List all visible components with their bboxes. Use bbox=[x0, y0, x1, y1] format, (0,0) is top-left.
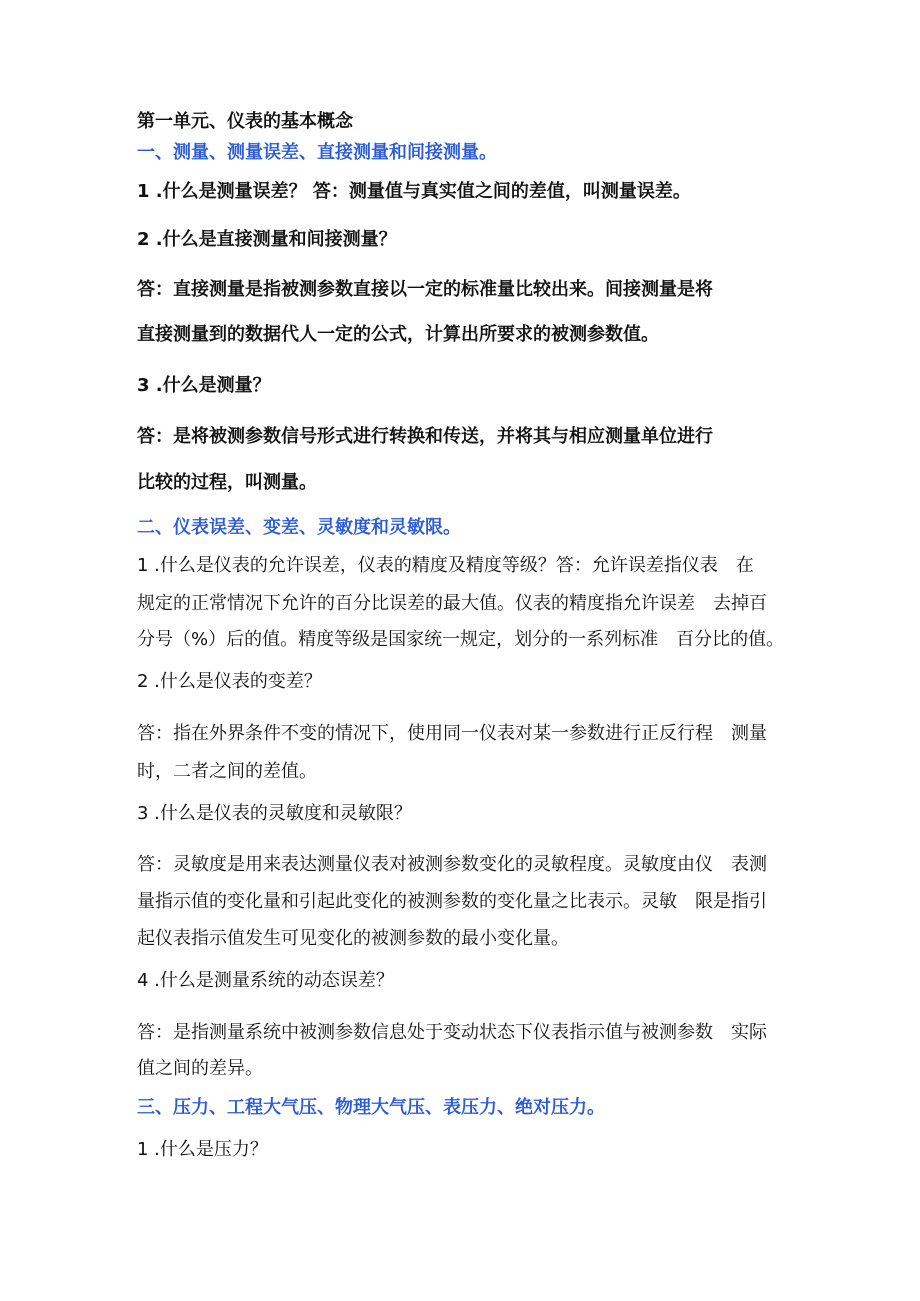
paragraph-line: 3 .什么是测量？ bbox=[137, 375, 271, 396]
page-title: 第一单元、仪表的基本概念 bbox=[137, 111, 353, 132]
paragraph-line: 规定的正常情况下允许的百分比误差的最大值。仪表的精度指允许误差 去掉百 bbox=[137, 593, 767, 614]
paragraph-line: 4 .什么是测量系统的动态误差？ bbox=[137, 970, 394, 991]
paragraph-line: 答：是将被测参数信号形式进行转换和传送，并将其与相应测量单位进行 bbox=[137, 426, 713, 447]
paragraph-line: 时，二者之间的差值。 bbox=[137, 761, 317, 782]
paragraph-line: 起仪表指示值发生可见变化的被测参数的最小变化量。 bbox=[137, 928, 569, 949]
paragraph-line: 1 .什么是测量误差？ 答：测量值与真实值之间的差值，叫测量误差。 bbox=[137, 181, 691, 202]
paragraph-line: 分号（%）后的值。精度等级是国家统一规定，划分的一系列标准 百分比的值。 bbox=[137, 629, 785, 650]
paragraph-line: 比较的过程，叫测量。 bbox=[137, 472, 317, 493]
paragraph-line: 值之间的差异。 bbox=[137, 1058, 263, 1079]
paragraph-line: 2 .什么是仪表的变差？ bbox=[137, 671, 322, 692]
paragraph-line: 答：指在外界条件不变的情况下，使用同一仪表对某一参数进行正反行程 测量 bbox=[137, 723, 767, 744]
paragraph-line: 答：灵敏度是用来表达测量仪表对被测参数变化的灵敏程度。灵敏度由仪 表测 bbox=[137, 854, 767, 875]
paragraph-line: 1 .什么是仪表的允许误差，仪表的精度及精度等级？答：允许误差指仪表 在 bbox=[137, 555, 754, 576]
paragraph-line: 答：直接测量是指被测参数直接以一定的标准量比较出来。间接测量是将 bbox=[137, 279, 713, 300]
paragraph-line: 直接测量到的数据代人一定的公式，计算出所要求的被测参数值。 bbox=[137, 324, 659, 345]
paragraph-line: 3 .什么是仪表的灵敏度和灵敏限？ bbox=[137, 803, 412, 824]
paragraph-line: 1 .什么是压力？ bbox=[137, 1139, 268, 1160]
section-heading: 三、压力、工程大气压、物理大气压、表压力、绝对压力。 bbox=[137, 1097, 605, 1118]
section-heading: 二、仪表误差、变差、灵敏度和灵敏限。 bbox=[137, 517, 461, 538]
paragraph-line: 2 .什么是直接测量和间接测量？ bbox=[137, 229, 397, 250]
paragraph-line: 答：是指测量系统中被测参数信息处于变动状态下仪表指示值与被测参数 实际 bbox=[137, 1022, 767, 1043]
paragraph-line: 量指示值的变化量和引起此变化的被测参数的变化量之比表示。灵敏 限是指引 bbox=[137, 891, 767, 912]
section-heading: 一、测量、测量误差、直接测量和间接测量。 bbox=[137, 142, 497, 163]
